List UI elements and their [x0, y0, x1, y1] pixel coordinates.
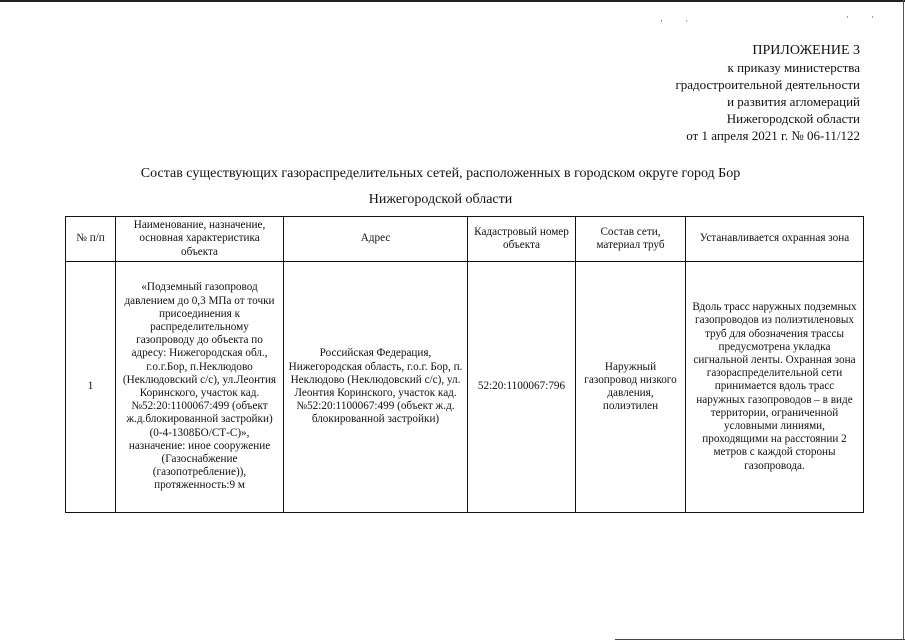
- cell-address: Российская Федерация, Нижегородская область, г.о.г. Бор, п. Неклюдово (Неклюдовский с/с), ул. Леонтия Коринского, участок кад. №52:20:1100067:499 (объект ж.д. блокированной застройки): [284, 262, 468, 513]
- column-header-network: Состав сети, материал труб: [576, 217, 686, 262]
- appendix-line: и развития агломераций: [727, 94, 860, 109]
- cell-network: Наружный газопровод низкого давления, полиэтилен: [576, 262, 686, 513]
- scan-specks: ··: [846, 12, 896, 22]
- cell-name: «Подземный газопровод давлением до 0,3 МПа от точки присоединения к распределительному газопроводу до объекта по адресу: Нижегородская обл., г.о.г.Бор, п.Неклюдово (Неклюдовский с/с), ул.Леонтия Коринского, участок кад. №52:20:1100067:499 (объект ж.д.блокированной застройки) (0-4-1308БО/СТ-С)», назначение: иное сооружение (Газоснабжение (газопотребление)), протяженность:9 м: [116, 262, 284, 513]
- scan-specks: · ·: [660, 16, 699, 26]
- scan-right-edge: [903, 0, 904, 640]
- cell-number: 1: [66, 262, 116, 513]
- cell-cadastral-number: 52:20:1100067:796: [468, 262, 576, 513]
- table-header-row: [66, 217, 864, 262]
- column-header-name: Наименование, назначение, основная характеристика объекта: [116, 217, 284, 262]
- appendix-line: Нижегородской области: [726, 111, 860, 126]
- table-row: [66, 262, 864, 513]
- appendix-header: [675, 42, 860, 144]
- appendix-line: градостроительной деятельности: [675, 77, 860, 92]
- column-header-number: № п/п: [66, 217, 116, 262]
- document-title: Состав существующих газораспределительных сетей, расположенных в городском округе город Бор: [140, 166, 741, 181]
- appendix-line: от 1 апреля 2021 г. № 06-11/122: [686, 128, 860, 143]
- column-header-protection-zone: Устанавливается охранная зона: [686, 217, 864, 262]
- column-header-cadastral: Кадастровый номер объекта: [468, 217, 576, 262]
- scan-top-edge: [0, 0, 905, 2]
- appendix-title: ПРИЛОЖЕНИЕ 3: [752, 43, 860, 58]
- gas-network-table: [65, 216, 864, 513]
- cell-protection-zone: Вдоль трасс наружных подземных газопроводов из полиэтиленовых труб для обозначения трассы предусмотрена укладка сигнальной ленты. Охранная зона газораспределительной сети принимается вдоль трасс наружных газопроводов – в виде территории, ограниченной условными линиями, проходящими на расстоянии 2 метров с каждой стороны газопровода.: [686, 262, 864, 513]
- appendix-line: к приказу министерства: [727, 60, 860, 75]
- column-header-address: Адрес: [284, 217, 468, 262]
- document-title: Нижегородской области: [368, 192, 513, 207]
